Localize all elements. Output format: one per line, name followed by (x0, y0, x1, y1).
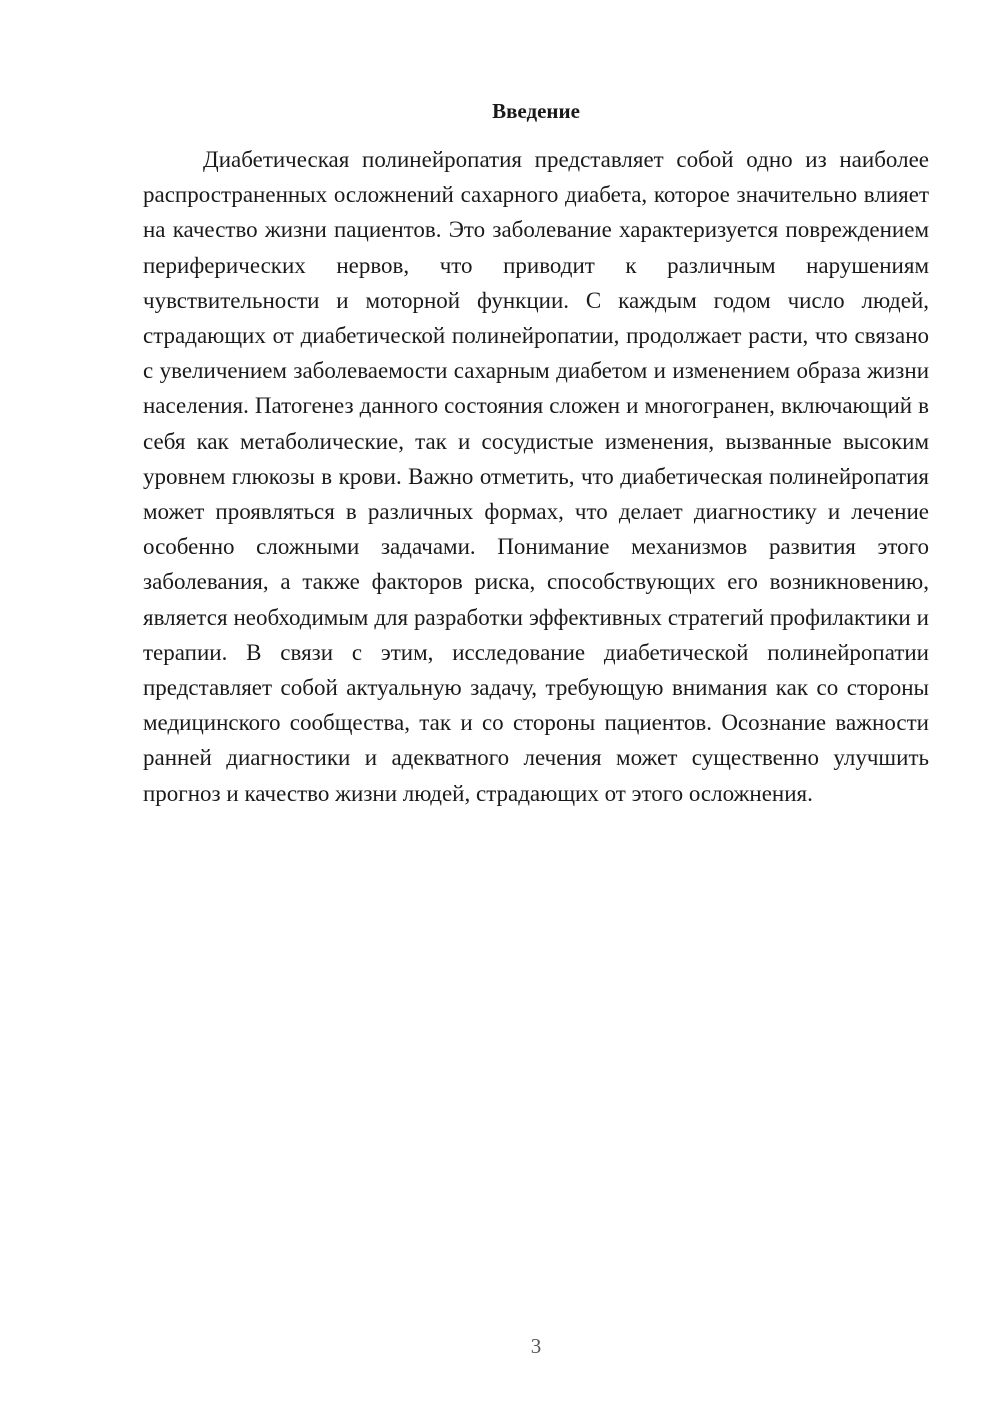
page-number: 3 (530, 1334, 542, 1358)
body-paragraph: Диабетическая полинейропатия представляет собой одно из наиболее распространенных осложнений сахарного диабета, которое значительно влияет на качество жизни пациентов. Это заболевание характеризуется повреждением периферических нервов, что приводит к различным нарушениям чувствительности и моторной функции. С каждым годом число людей, страдающих от диабетической полинейропатии, продолжает расти, что связано с увеличением заболеваемости сахарным диабетом и изменением образа жизни населения. Патогенез данного состояния сложен и многогранен, включающий в себя как метаболические, так и сосудистые изменения, вызванные высоким уровнем глюкозы в крови. Важно отметить, что диабетическая полинейропатия может проявляться в различных формах, что делает диагностику и лечение особенно сложными задачами. Понимание механизмов развития этого заболевания, а также факторов риска, способствующих его возникновению, является необходимым для разработки эффективных стратегий профилактики и терапии. В связи с этим, исследование диабетической полинейропатии представляет собой актуальную задачу, требующую внимания как со стороны медицинского сообщества, так и со стороны пациентов. Осознание важности ранней диагностики и адекватного лечения может существенно улучшить прогноз и качество жизни людей, страдающих от этого осложнения. (143, 147, 929, 806)
section-heading: Введение (492, 99, 580, 123)
